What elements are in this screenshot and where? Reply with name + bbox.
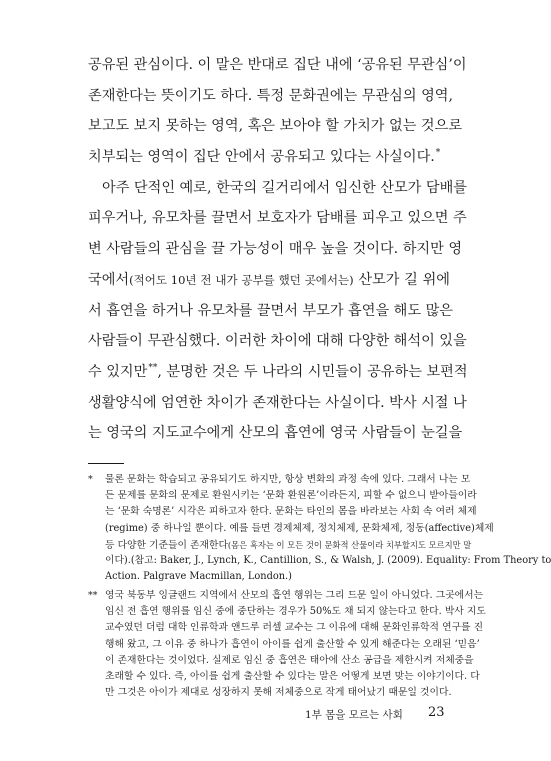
footnote-line: 초래할 수 있다. 즉, 아이를 쉽게 출산할 수 있다는 말은 어떻게 보면 맞는 이야기이다. 다 xyxy=(105,670,480,682)
footnote-2 xyxy=(88,588,486,701)
body-line: 생활양식에 엄연한 차이가 존재한다는 사실이다. 박사 시절 나 xyxy=(88,394,467,411)
footnote-1 xyxy=(88,472,551,585)
parenthetical-aside: (적어도 10년 전 내가 공부를 했던 곳에서는) xyxy=(129,272,354,287)
body-line: 국에서(적어도 10년 전 내가 공부를 했던 곳에서는) 산모가 길 위에 xyxy=(88,271,450,288)
footnote-ref: ** xyxy=(148,363,158,374)
body-line: 사람들이 무관심했다. 이러한 차이에 대해 다양한 해석이 있을 xyxy=(88,333,467,350)
body-line: 보고도 보지 못하는 영역, 혹은 보아야 할 가치가 없는 것으로 xyxy=(88,118,463,135)
body-line: 서 흡연을 하거나 유모차를 끌면서 부모가 흡연을 해도 많은 xyxy=(88,302,454,319)
footnote-line: 행해 왔고, 그 이유 중 하나가 흡연이 아이를 쉽게 출산할 수 있게 해준다는 오래된 ‘믿음’ xyxy=(105,638,480,650)
footnote-mark: ** xyxy=(88,590,98,601)
body-line: 변 사람들의 관심을 끌 가능성이 매우 높을 것이다. 하지만 영 xyxy=(88,241,463,258)
footnote-line: 교수였던 더럼 대학 인류학과 앤드루 러셀 교수는 그 이유에 대해 문화인류학적 연구를 진 xyxy=(105,622,484,634)
footnote-line: 등 다양한 기준들이 존재한다(몸은 혹자는 이 모든 것이 문화적 산물이라 치부할지도 모르지만 말 xyxy=(105,539,472,551)
footnote-line: 든 문제를 문화의 문제로 환원시키는 ‘문화 환원론’이라든지, 피할 수 없으니 받아들이라 xyxy=(105,490,477,502)
footnote-line: Action. Palgrave Macmillan, London.) xyxy=(105,571,292,583)
running-head: 1부 몸을 모르는 사회 xyxy=(305,709,403,721)
footnote-line: 물론 문화는 학습되고 공유되기도 하지만, 항상 변화의 과정 속에 있다. 그래서 나는 모 xyxy=(105,474,471,485)
body-line: 존재한다는 뜻이기도 하다. 특정 문화권에는 무관심의 영역, xyxy=(88,87,454,104)
body-text xyxy=(88,50,468,449)
page-footer xyxy=(0,705,500,725)
footnote-line: 만 그것은 아이가 제대로 성장하지 못해 저체중으로 작게 태어났기 때문일 것이다. xyxy=(105,687,452,699)
body-line: 아주 단적인 예로, 한국의 길거리에서 임신한 산모가 담배를 xyxy=(102,179,468,196)
body-line: 치부되는 영역이 집단 안에서 공유되고 있다는 사실이다.* xyxy=(88,148,441,166)
footnote-line: (regime) 중 하나일 뿐이다. 예를 들면 경제체제, 정치체제, 문화체제, 정동(affective)체제 xyxy=(105,522,494,534)
body-line: 수 있지만**, 분명한 것은 두 나라의 시민들이 공유하는 보편적 xyxy=(88,363,468,380)
body-line: 피우거나, 유모차를 끌면서 보호자가 담배를 피우고 있으면 주 xyxy=(88,210,467,227)
page-number: 23 xyxy=(428,705,445,720)
footnote-line: 이다).(참고: Baker, J., Lynch, K., Cantillion, S., & Walsh, J. (2009). Equality: From Theory to xyxy=(105,554,551,566)
footnote-ref: * xyxy=(435,148,441,159)
footnote-mark: * xyxy=(88,474,93,485)
footnote-divider xyxy=(88,463,124,464)
body-line: 는 영국의 지도교수에게 산모의 흡연에 영국 사람들이 눈길을 xyxy=(88,425,463,442)
footnote-line: 영국 북동부 잉글랜드 지역에서 산모의 흡연 행위는 그리 드문 일이 아니었다. 그곳에서는 xyxy=(105,590,484,601)
footnote-line: 이 존재한다는 것이었다. 실제로 임신 중 흡연은 태아에 산소 공급을 제한시켜 저체중을 xyxy=(105,654,474,666)
body-line: 공유된 관심이다. 이 말은 반대로 집단 내에 ‘공유된 무관심’이 xyxy=(88,57,467,73)
footnote-line: 는 ‘문화 숙명론’ 시각은 피하고자 한다. 문화는 타인의 몸을 바라보는 사회 속 여러 체제 xyxy=(105,506,477,518)
footnote-line: 임신 전 흡연 행위를 임신 중에 중단하는 경우가 50%도 채 되지 않는다고 한다. 박사 지도 xyxy=(105,606,486,618)
